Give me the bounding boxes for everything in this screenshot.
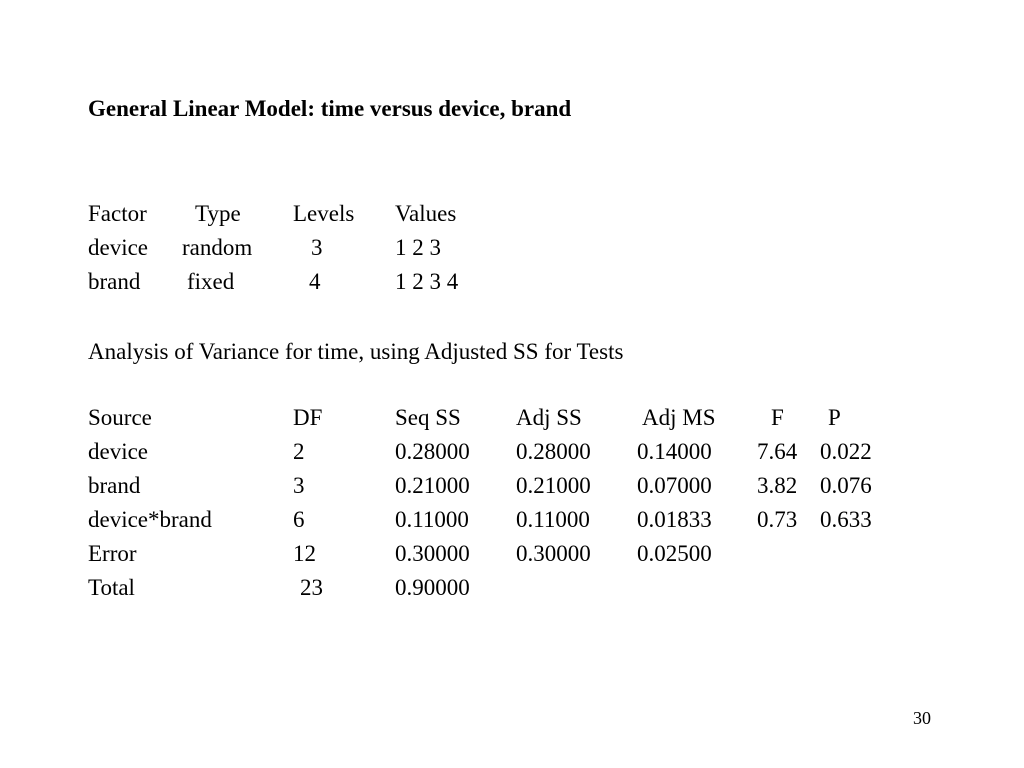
factor-levels: 4: [309, 269, 321, 294]
anova-row: [0, 540, 1024, 568]
anova-header-seq-ss: Seq SS: [395, 405, 461, 430]
anova-source: device: [88, 439, 149, 464]
factor-levels: 3: [311, 235, 323, 260]
anova-adj-ss: 0.21000: [516, 473, 591, 498]
anova-df: 23: [300, 575, 323, 600]
anova-f: 7.64: [757, 439, 798, 464]
factors-row: [0, 268, 1024, 296]
factors-header-factor: Factor: [88, 201, 147, 226]
factors-header-row: [0, 200, 1024, 228]
anova-seq-ss: 0.21000: [395, 473, 470, 498]
anova-f: 3.82: [757, 473, 798, 498]
factor-name: brand: [88, 269, 141, 294]
anova-row: [0, 472, 1024, 500]
factors-header-type: Type: [195, 201, 241, 226]
anova-adj-ss: 0.28000: [516, 439, 591, 464]
factors-header-levels: Levels: [293, 201, 355, 226]
anova-header-adj-ms: Adj MS: [642, 405, 716, 430]
anova-adj-ms: 0.14000: [637, 439, 712, 464]
anova-header-f: F: [771, 405, 784, 430]
anova-seq-ss: 0.90000: [395, 575, 470, 600]
anova-df: 12: [293, 541, 316, 566]
page-number: 30: [913, 708, 931, 728]
anova-row: [0, 506, 1024, 534]
anova-row: [0, 438, 1024, 466]
anova-p: 0.633: [820, 507, 872, 532]
anova-row: [0, 574, 1024, 602]
slide-title: General Linear Model: time versus device, brand: [88, 96, 572, 121]
anova-seq-ss: 0.30000: [395, 541, 470, 566]
anova-df: 2: [293, 439, 305, 464]
anova-seq-ss: 0.28000: [395, 439, 470, 464]
anova-header-source: Source: [88, 405, 152, 430]
anova-f: 0.73: [757, 507, 798, 532]
anova-adj-ss: 0.11000: [516, 507, 590, 532]
anova-source: Error: [88, 541, 137, 566]
anova-seq-ss: 0.11000: [395, 507, 469, 532]
anova-adj-ss: 0.30000: [516, 541, 591, 566]
anova-heading: Analysis of Variance for time, using Adjusted SS for Tests: [88, 339, 624, 364]
factor-name: device: [88, 235, 149, 260]
anova-header-row: [0, 404, 1024, 432]
anova-adj-ms: 0.02500: [637, 541, 712, 566]
anova-adj-ms: 0.07000: [637, 473, 712, 498]
factors-header-values: Values: [395, 201, 457, 226]
anova-header-df: DF: [293, 405, 323, 430]
anova-p: 0.076: [820, 473, 872, 498]
anova-source: Total: [88, 575, 135, 600]
anova-source: device*brand: [88, 507, 212, 532]
anova-adj-ms: 0.01833: [637, 507, 712, 532]
factors-row: [0, 234, 1024, 262]
anova-p: 0.022: [820, 439, 872, 464]
factor-values: 1 2 3: [395, 235, 441, 260]
factor-values: 1 2 3 4: [395, 269, 459, 294]
anova-header-p: P: [828, 405, 841, 430]
anova-df: 6: [293, 507, 305, 532]
factor-type: fixed: [187, 269, 235, 294]
factor-type: random: [182, 235, 253, 260]
anova-header-adj-ss: Adj SS: [516, 405, 582, 430]
anova-df: 3: [293, 473, 305, 498]
anova-source: brand: [88, 473, 141, 498]
